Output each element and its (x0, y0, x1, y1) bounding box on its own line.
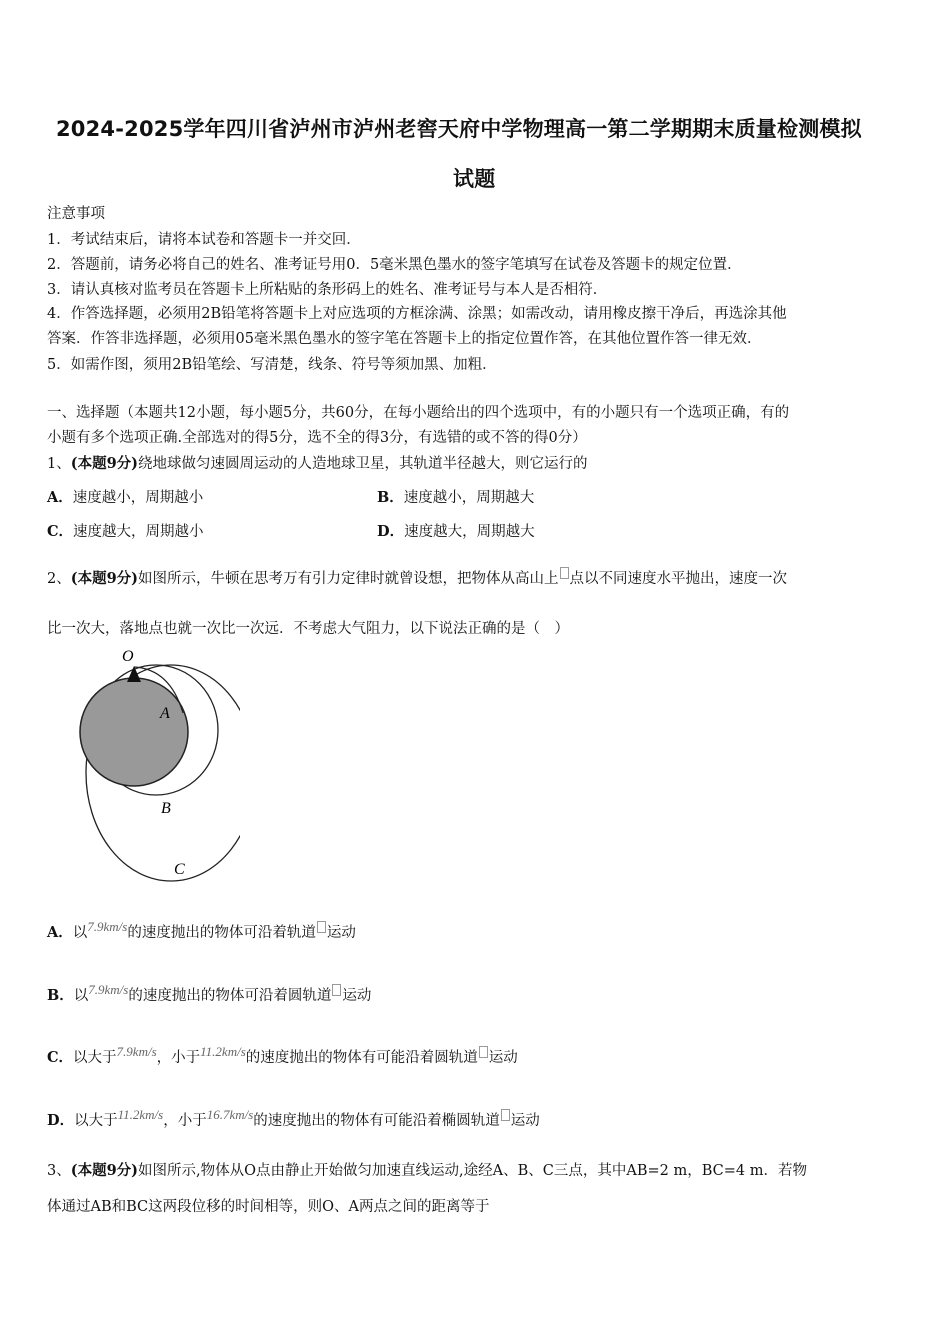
q2-option-d-speed-1: 11.2km/s (117, 1107, 164, 1122)
q2-option-c-pre: 以大于 (73, 1050, 117, 1066)
q2-option-c-speed-1: 7.9km/s (116, 1044, 157, 1059)
q2-score: (本题9分) (70, 570, 139, 587)
notice-item-2: 2．答题前，请务必将自己的姓名、准考证号用0．5毫米黑色墨水的签字笔填写在试卷及答题卡的规定位置． (47, 257, 742, 273)
notice-item-1: 1．考试结束后，请将本试卷和答题卡一并交回． (47, 232, 361, 248)
q2-option-d-label: D． (47, 1112, 75, 1129)
missing-glyph-icon (479, 1046, 488, 1058)
q2-option-d-mid: ，小于 (163, 1113, 207, 1129)
q2-option-c-label: C． (47, 1049, 74, 1066)
q3-number: 3、 (47, 1163, 71, 1179)
missing-glyph-icon (332, 984, 341, 996)
q2-option-a-label: A． (47, 924, 73, 941)
q2-option-c-text: 的速度抛出的物体有可能沿着圆轨道 (245, 1050, 478, 1066)
q2-option-d-pre: 以大于 (74, 1113, 118, 1129)
q2-stem-line2: 比一次大，落地点也就一次比一次远．不考虑大气阻力，以下说法正确的是（ ） (47, 621, 569, 637)
notice-item-5: 5．如需作图，须用2B铅笔绘、写清楚，线条、符号等须加黑、加粗． (47, 357, 497, 373)
q1-option-a-text: 速度越小，周期越小 (72, 490, 204, 506)
q1-score: (本题9分) (70, 455, 139, 472)
q1-option-d-label: D． (377, 523, 405, 540)
q1-text: 绕地球做匀速圆周运动的人造地球卫星，其轨道半径越大，则它运行的 (138, 456, 588, 472)
q2-option-a[interactable] (47, 921, 356, 942)
q3-stem-line1 (47, 1159, 807, 1180)
q2-option-b-pre: 以 (73, 988, 89, 1004)
q3-text-1: 如图所示,物体从O点由静止开始做匀加速直线运动,途经A、B、C三点，其中AB=2 m，BC=4 m．若物 (138, 1163, 807, 1179)
q2-stem-line1 (47, 567, 787, 588)
q1-option-c-text: 速度越大，周期越小 (73, 524, 204, 540)
q1-option-b-text: 速度越小，周期越大 (403, 490, 535, 506)
q2-option-d-end: 运动 (510, 1113, 540, 1129)
q2-text-a: 如图所示，牛顿在思考万有引力定律时就曾设想，把物体从高山上 (138, 571, 559, 587)
q2-option-a-pre: 以 (72, 925, 88, 941)
missing-glyph-icon (560, 567, 569, 579)
q2-option-b-speed: 7.9km/s (88, 982, 129, 997)
q2-option-b-label: B． (47, 987, 74, 1004)
q1-option-c-label: C． (47, 523, 74, 540)
q2-option-d-speed-2: 16.7km/s (206, 1107, 254, 1122)
q2-option-c-mid: ，小于 (156, 1050, 201, 1066)
earth-circle (80, 678, 188, 786)
q2-option-a-end: 运动 (326, 925, 356, 941)
q2-option-a-speed: 7.9km/s (87, 919, 128, 934)
q1-option-a-label: A． (47, 489, 73, 506)
section-instructions-2: 小题有多个选项正确.全部选对的得5分，选不全的得3分，有选错的或不答的得0分） (47, 430, 587, 446)
q2-option-b-text: 的速度抛出的物体可沿着圆轨道 (128, 988, 332, 1004)
q2-option-c[interactable] (47, 1046, 518, 1067)
q2-option-a-text: 的速度抛出的物体可沿着轨道 (127, 925, 316, 941)
page-title-line1: 2024-2025学年四川省泸州市泸州老窖天府中学物理高一第二学期期末质量检测模拟 (56, 117, 862, 141)
q2-option-d[interactable] (47, 1109, 540, 1130)
q2-orbit-figure (40, 645, 240, 885)
q2-option-c-speed-2: 11.2km/s (200, 1044, 246, 1059)
q2-number: 2、 (47, 571, 71, 587)
label-a: A (160, 705, 170, 722)
q1-option-b[interactable] (377, 486, 534, 507)
q1-stem (47, 452, 588, 473)
q1-option-d-text: 速度越大，周期越大 (404, 524, 535, 540)
q3-stem-line2: 体通过AB和BC这两段位移的时间相等，则O、A两点之间的距离等于 (47, 1199, 490, 1215)
notice-item-4: 4．作答选择题，必须用2B铅笔将答题卡上对应选项的方框涂满、涂黑；如需改动，请用橡皮擦干净后，再选涂其他 (47, 306, 787, 322)
notice-heading: 注意事项 (47, 206, 105, 222)
q2-option-c-end: 运动 (488, 1050, 518, 1066)
q2-option-b-end: 运动 (342, 988, 372, 1004)
q1-number: 1、 (47, 456, 71, 472)
missing-glyph-icon (317, 921, 326, 933)
page-title-line2: 试题 (453, 167, 496, 191)
q2-option-b[interactable] (47, 984, 371, 1005)
label-b: B (161, 800, 171, 817)
q2-text-b: 点以不同速度水平抛出，速度一次 (569, 571, 788, 587)
notice-item-4-cont: 答案．作答非选择题，必须用05毫米黑色墨水的签字笔在答题卡上的指定位置作答，在其他位置作答一律无效． (47, 331, 762, 347)
label-o: O (122, 648, 134, 665)
notice-item-3: 3．请认真核对监考员在答题卡上所粘贴的条形码上的姓名、准考证号与本人是否相符． (47, 282, 608, 298)
q1-option-b-label: B． (377, 489, 404, 506)
q3-score: (本题9分) (70, 1162, 139, 1179)
label-c: C (174, 861, 185, 878)
q1-option-c[interactable] (47, 520, 204, 541)
q2-option-d-text: 的速度抛出的物体有可能沿着椭圆轨道 (253, 1113, 500, 1129)
missing-glyph-icon (501, 1109, 510, 1121)
section-instructions-1: 一、选择题（本题共12小题，每小题5分，共60分，在每小题给出的四个选项中，有的小题只有一个选项正确，有的 (47, 405, 790, 421)
q1-option-d[interactable] (377, 520, 535, 541)
mountain-icon (127, 666, 141, 682)
q1-option-a[interactable] (47, 486, 203, 507)
